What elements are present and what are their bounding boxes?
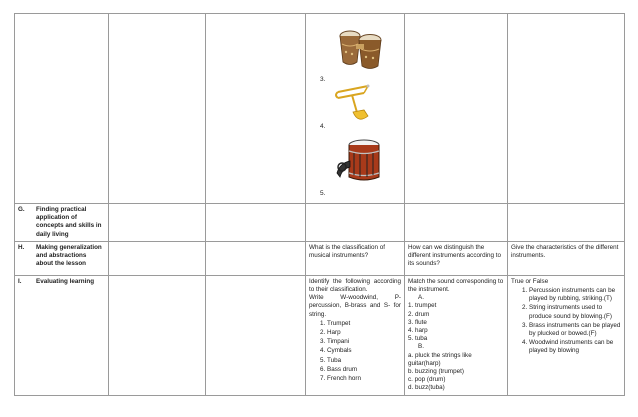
list-item: d. buzz(tuba) [408,384,445,392]
item-number: 5. [320,190,326,197]
empty-cell [405,14,508,204]
quiz-intro: Identify the following according to their classification. [309,277,401,294]
row-label: Making generalization and abstractions about the lesson [36,243,102,268]
table-row [15,204,625,242]
list-item: 4. harp [408,327,428,335]
item-number: 3. [320,76,326,83]
matching-intro: Match the sound corresponding to the instrument. [408,277,504,294]
list-item: 4. Woodwind instruments can be played by blowing [529,339,621,355]
empty-cell [405,204,508,242]
empty-cell [15,14,109,204]
list-item: 2. Harp [327,329,401,337]
empty-cell [306,204,405,242]
trombone-icon [334,82,374,124]
hand-drum-icon [334,137,384,185]
list-item: 7. French horn [327,375,401,383]
list-item: 5. Tuba [327,357,401,365]
empty-cell [109,204,206,242]
list-item: 2. drum [408,310,430,318]
table-row [15,14,625,204]
row-label: Evaluating learning [36,277,95,285]
instrument-images-cell [306,14,405,204]
empty-cell [109,275,206,395]
row-label: Finding practical application of concepts and skills in daily living [36,206,102,238]
list-item: 1. Percussion instruments can be played by rubbing, striking.(T) [529,287,621,303]
list-item: 3. flute [408,318,427,326]
empty-cell [206,275,306,395]
list-item: 2. String instruments used to produce sound by blowing.(F) [529,304,621,320]
empty-cell [206,241,306,275]
row-label-cell [15,204,109,242]
list-item: a. pluck the strings like guitar(harp) [408,351,472,367]
list-item: 3. Brass instruments can be played by plucked or bowed.(F) [529,322,621,338]
quiz-instructions: Write W-woodwind, P-percussion, B-brass and S- for string. [309,294,401,318]
table-row [15,275,625,395]
empty-cell [109,241,206,275]
list-item: b. buzzing (trumpet) [408,368,464,376]
empty-cell [206,204,306,242]
list-item: 3. Timpani [327,338,401,346]
classification-quiz-cell [306,275,405,395]
empty-cell [508,14,625,204]
list-item: c. pop (drum) [408,376,446,384]
list-item: 5. tuba [408,335,428,343]
distinguish-question: How can we distinguish the different instruments according to its sounds? [405,241,508,275]
column-a-label: A. [418,294,424,302]
row-letter: I. [18,277,22,285]
list-item: 6. Bass drum [327,366,401,374]
empty-cell [508,204,625,242]
bongo-drums-icon [336,24,384,72]
row-letter: H. [18,243,25,251]
true-false-title: True or False [511,277,549,285]
empty-cell [109,14,206,204]
column-b-label: B. [418,343,424,351]
row-label-cell [15,275,109,395]
list-item: 1. trumpet [408,302,437,310]
matching-quiz-cell [405,275,508,395]
true-false-cell [508,275,625,395]
table-row [15,241,625,275]
list-item: 4. Cymbals [327,347,401,355]
empty-cell [206,14,306,204]
list-item: 1. Trumpet [327,320,401,328]
lesson-plan-table [14,13,625,396]
row-letter: G. [18,206,25,213]
row-label-cell [15,241,109,275]
classification-question: What is the classification of musical instruments? [306,241,405,275]
characteristics-question: Give the characteristics of the different instruments. [508,241,625,275]
item-number: 4. [320,123,326,130]
